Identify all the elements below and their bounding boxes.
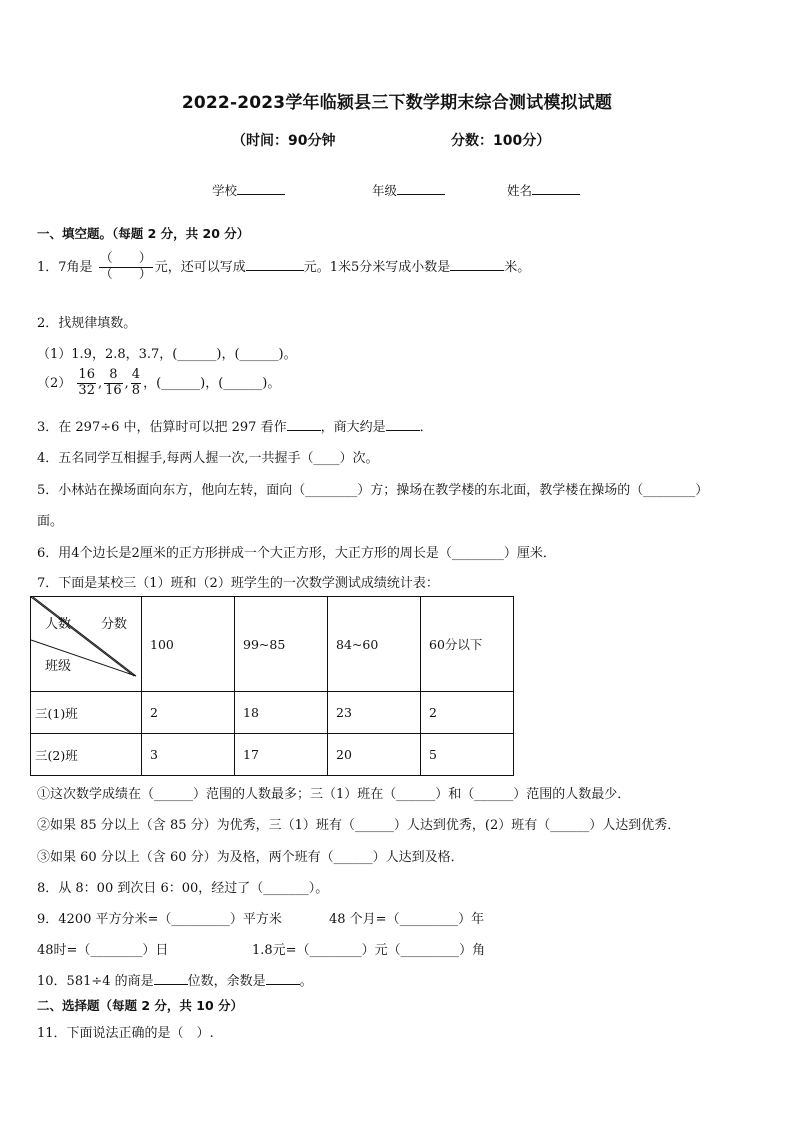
q1-blank-1 [246, 257, 304, 271]
table-cell: 5 [421, 734, 514, 776]
question-5-line-1: 5．小林站在操场面向东方，他向左转，面向（________）方；操场在教学楼的东北面，教学楼在操场的（________） [37, 483, 709, 498]
q2-part-2-label: （2） [37, 375, 72, 391]
q10-text-c: 。 [299, 974, 313, 989]
grade-field [372, 181, 445, 199]
table-cell: 17 [235, 734, 328, 776]
question-9-c: 48时=（________）日 [37, 943, 169, 958]
q1-blank-2 [450, 257, 504, 271]
corner-class-label: 班级 [45, 659, 72, 674]
question-3 [37, 416, 433, 435]
q2-f1-den: 32 [78, 382, 95, 398]
q10-text-b: 位数，余数是 [187, 974, 266, 989]
q2-part-2-tail: ，(______)，(______)。 [143, 375, 281, 391]
q3-blank-1 [287, 417, 321, 431]
q1-fraction-den: （ ） [99, 266, 152, 282]
question-9-d: 1.8元=（________）元（_________）角 [252, 943, 486, 958]
table-row [31, 734, 514, 776]
table-cell: 20 [328, 734, 421, 776]
q3-text-a: 3．在 297÷6 中，估算时可以把 297 看作 [37, 420, 287, 435]
q3-text-c: ． [419, 420, 433, 435]
table-cell: 23 [328, 692, 421, 734]
q2-f2-den: 16 [105, 382, 122, 398]
table-cell: 3 [142, 734, 235, 776]
school-blank [237, 182, 285, 195]
school-field [212, 181, 285, 199]
question-2-part-2: （2） $\frac{16}{32}$ , $\frac{8}{16}$ , $\frac{4}{8}$ ，(______)，(______)。 [37, 367, 281, 398]
question-4: 4．五名同学互相握手,每两人握一次,一共握手（____）次。 [37, 451, 379, 466]
time-label: （时间：90分钟 [232, 133, 336, 149]
name-blank [532, 182, 580, 195]
q1-fraction [99, 252, 153, 283]
question-10 [37, 970, 313, 989]
q3-text-b: ，商大约是 [320, 420, 386, 435]
grade-blank [397, 182, 445, 195]
question-1 [37, 252, 530, 283]
question-9-a: 9．4200 平方分米=（_________）平方米 [37, 912, 282, 927]
question-5-line-2: 面。 [37, 514, 64, 529]
row-label-cell: 三(1)班 [31, 692, 142, 734]
score-stats-table [30, 596, 514, 776]
q2-fraction-1 [77, 368, 96, 399]
score-label: 分数：100分） [451, 133, 551, 149]
table-cell: 2 [421, 692, 514, 734]
q1-text-c: 元。1米5分米写成小数是 [303, 259, 451, 275]
name-label: 姓名 [507, 183, 533, 198]
grade-label: 年级 [372, 183, 398, 198]
q1-text-b: 元，还可以写成 [154, 259, 246, 275]
q2-fraction-2 [104, 368, 123, 399]
question-7-sub-2: ②如果 85 分以上（含 85 分）为优秀，三（1）班有（______）人达到优秀，(2）班有（______）人达到优秀． [37, 818, 681, 833]
table-cell: 2 [142, 692, 235, 734]
q1-fraction-num: （ ） [99, 251, 152, 266]
question-2-stem: 2．找规律填数。 [37, 316, 137, 331]
table-corner-cell [31, 597, 142, 692]
corner-people-label: 人数 [45, 617, 72, 632]
q10-text-a: 10．581÷4 的商是 [37, 974, 154, 989]
question-7-sub-3: ③如果 60 分以上（含 60 分）为及格，两个班有（______）人达到及格． [37, 850, 464, 865]
q3-blank-2 [386, 417, 420, 431]
q2-f1-num: 16 [78, 367, 95, 382]
question-11: 11．下面说法正确的是（ ）. [37, 1026, 214, 1041]
question-9-b: 48 个月=（_________）年 [329, 912, 485, 927]
table-header-cell: 100 [142, 597, 235, 692]
table-row [31, 692, 514, 734]
table-header-row [31, 597, 514, 692]
question-7-sub-1: ①这次数学成绩在（______）范围的人数最多；三（1）班在（______）和（______）范围的人数最少． [37, 787, 631, 802]
school-label: 学校 [212, 183, 238, 198]
q2-f3-den: 8 [131, 382, 141, 398]
q2-f3-num: 4 [131, 367, 141, 382]
table-cell: 18 [235, 692, 328, 734]
q10-blank-2 [266, 971, 300, 985]
section-2-heading: 二、选择题（每题 2 分，共 10 分） [37, 998, 244, 1013]
table-header-cell: 60分以下 [421, 597, 514, 692]
question-6: 6．用4个边长是2厘米的正方形拼成一个大正方形，大正方形的周长是（________）厘米． [37, 546, 556, 561]
q1-text-d: 米。 [504, 259, 531, 275]
corner-diagonal-lines [31, 597, 141, 691]
question-8: 8．从 8：00 到次日 6：00，经过了（_______）。 [37, 881, 329, 896]
corner-score-label: 分数 [101, 617, 128, 632]
q1-text-a: 1．7角是 [37, 259, 93, 275]
table-header-cell: 84~60 [328, 597, 421, 692]
q10-blank-1 [154, 971, 188, 985]
section-1-heading: 一、填空题。（每题 2 分，共 20 分） [37, 226, 250, 241]
table-header-cell: 99~85 [235, 597, 328, 692]
q2-fraction-3 [131, 368, 141, 399]
name-field [507, 181, 580, 199]
row-label-cell: 三(2)班 [31, 734, 142, 776]
q2-f2-num: 8 [104, 368, 123, 384]
question-7-stem: 7．下面是某校三（1）班和（2）班学生的一次数学测试成绩统计表： [37, 576, 439, 591]
page-title: 2022-2023学年临颍县三下数学期末综合测试模拟试题 [181, 93, 613, 113]
question-2-part-1: （1）1.9，2.8，3.7，(______)，(______)。 [37, 347, 297, 362]
